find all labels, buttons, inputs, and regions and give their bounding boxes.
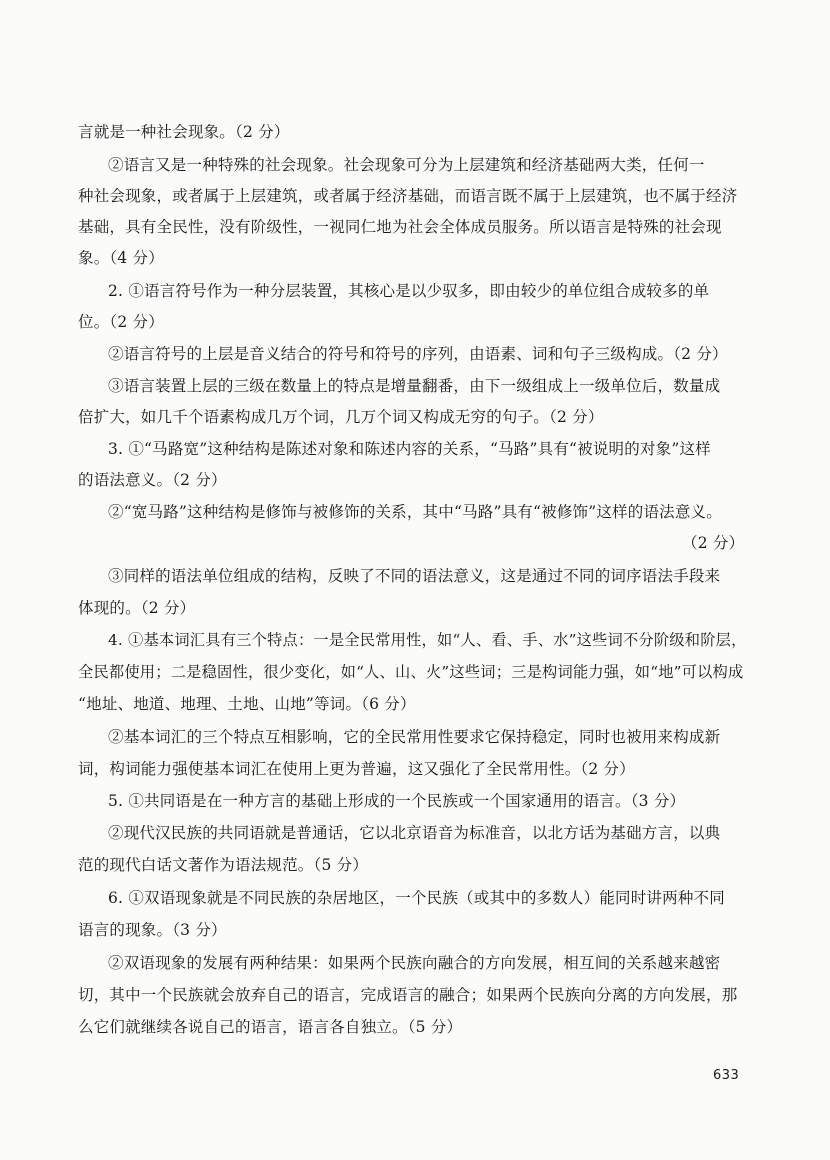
text-line: 象。（4 分） (78, 249, 164, 267)
text-line: 6. ①双语现象就是不同民族的杂居地区，一个民族（或其中的多数人）能同时讲两种不同 (108, 889, 725, 907)
text-line: 的语法意义。（2 分） (78, 471, 227, 489)
text-line: 全民都使用；二是稳固性，很少变化，如“人、山、火”这些词；三是构词能力强，如“地”可以构成 (78, 663, 744, 681)
text-line: ②语言符号的上层是音义结合的符号和符号的序列，由语素、词和句子三级构成。（2 分） (108, 345, 728, 363)
text-line: ②语言又是一种特殊的社会现象。社会现象可分为上层建筑和经济基础两大类，任何一 (108, 156, 705, 174)
text-line: 3. ①“马路宽”这种结构是陈述对象和陈述内容的关系，“马路”具有“被说明的对象”这样 (108, 440, 711, 458)
text-line: “地址、地道、地理、土地、山地”等词。（6 分） (78, 695, 416, 713)
text-line: ②“宽马路”这种结构是修饰与被修饰的关系，其中“马路”具有“被修饰”这样的语法意义。 (108, 503, 722, 521)
text-line: ②基本词汇的三个特点互相影响，它的全民常用性要求它保持稳定，同时也被用来构成新 (108, 728, 721, 746)
text-line: 词，构词能力强使基本词汇在使用上更为普遍，这又强化了全民常用性。（2 分） (78, 760, 635, 778)
text-line: 4. ①基本词汇具有三个特点：一是全民常用性，如“人、看、手、水”这些词不分阶级和阶层， (108, 631, 747, 649)
text-line: 切，其中一个民族就会放弃自己的语言，完成语言的融合；如果两个民族向分离的方向发展，那 (78, 986, 738, 1004)
text-line: （2 分） (682, 534, 745, 552)
text-line: 体现的。（2 分） (78, 599, 196, 617)
page-number: 633 (713, 1068, 740, 1083)
text-line: 5. ①共同语是在一种方言的基础上形成的一个民族或一个国家通用的语言。（3 分） (108, 792, 686, 810)
text-line: ③语言装置上层的三级在数量上的特点是增量翻番，由下一级组成上一级单位后，数量成 (108, 377, 721, 395)
text-line: 言就是一种社会现象。（2 分） (78, 123, 290, 141)
text-line: 位。（2 分） (78, 313, 164, 331)
text-line: ③同样的语法单位组成的结构，反映了不同的语法意义，这是通过不同的词序语法手段来 (108, 567, 721, 585)
text-line: ②双语现象的发展有两种结果：如果两个民族向融合的方向发展，相互间的关系越来越密 (108, 954, 721, 972)
text-line: 2. ①语言符号作为一种分层装置，其核心是以少驭多，即由较少的单位组合成较多的单 (108, 282, 710, 300)
text-line: 么它们就继续各说自己的语言，语言各自独立。（5 分） (78, 1018, 463, 1036)
text-line: 范的现代白话文著作为语法规范。（5 分） (78, 856, 369, 874)
text-line: 语言的现象。（3 分） (78, 921, 227, 939)
text-line: 倍扩大，如几千个语素构成几万个词，几万个词又构成无穷的句子。（2 分） (78, 408, 604, 426)
text-line: ②现代汉民族的共同语就是普通话，它以北京语音为标准音，以北方话为基础方言，以典 (108, 824, 721, 842)
text-line: 基础，具有全民性，没有阶级性，一视同仁地为社会全体成员服务。所以语言是特殊的社会现 (78, 218, 722, 236)
text-line: 种社会现象，或者属于上层建筑，或者属于经济基础，而语言既不属于上层建筑，也不属于经济 (78, 187, 738, 205)
